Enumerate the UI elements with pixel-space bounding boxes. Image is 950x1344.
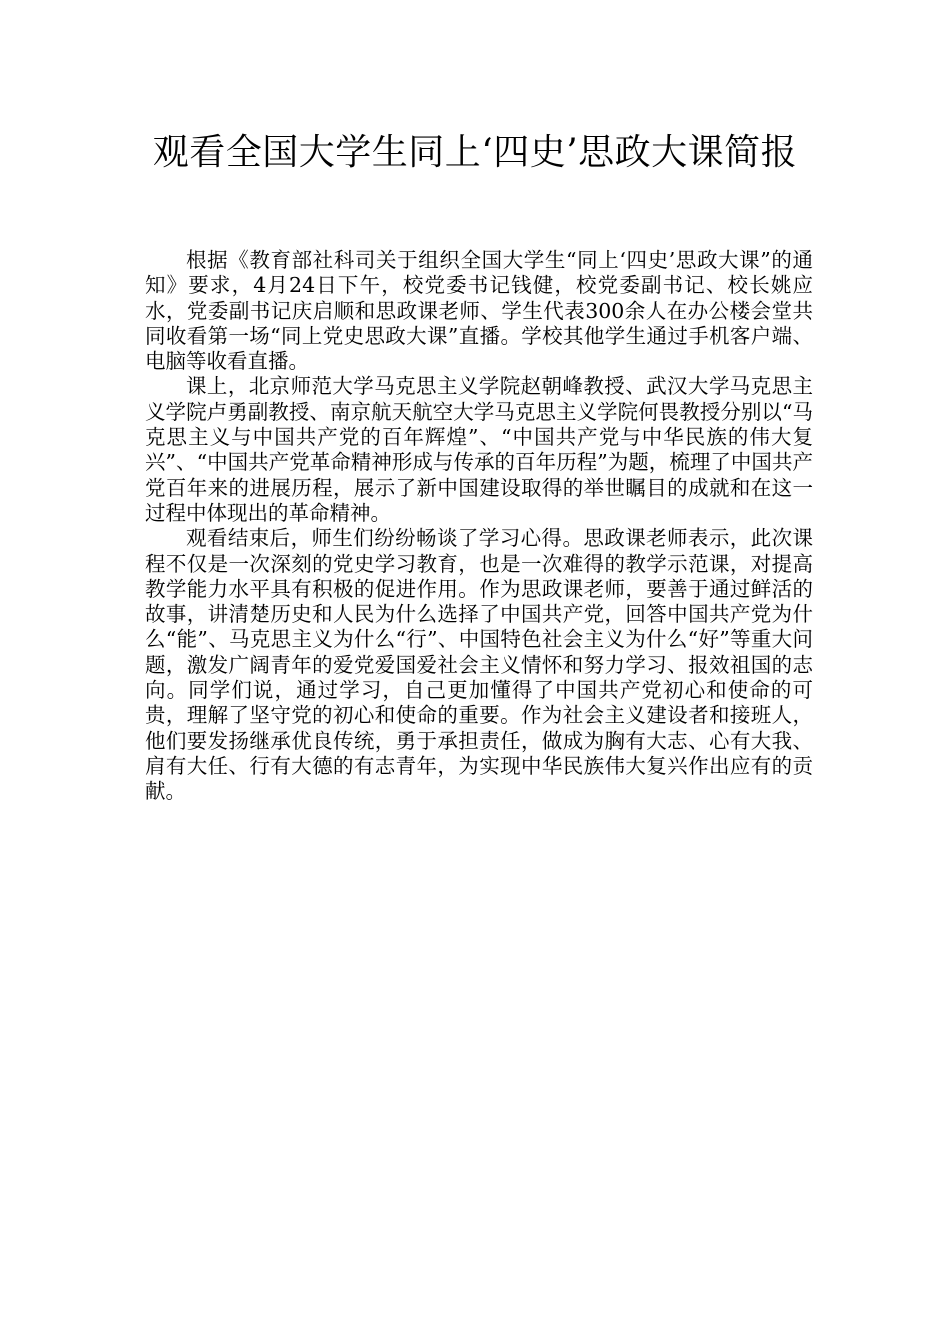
document-body bbox=[145, 248, 813, 805]
paragraph-1: 根据《教育部社科司关于组织全国大学生“同上‘四史’思政大课”的通知》要求，4月24日下午，校党委书记钱健，校党委副书记、校长姚应水，党委副书记庆启顺和思政课老师、学生代表300余人在办公楼会堂共同收看第一场“同上党史思政大课”直播。学校其他学生通过手机客户端、电脑等收看直播。 bbox=[145, 248, 813, 374]
paragraph-3: 观看结束后，师生们纷纷畅谈了学习心得。思政课老师表示，此次课程不仅是一次深刻的党史学习教育，也是一次难得的教学示范课，对提高教学能力水平具有积极的促进作用。作为思政课老师，要善于通过鲜活的故事，讲清楚历史和人民为什么选择了中国共产党，回答中国共产党为什么“能”、马克思主义为什么“行”、中国特色社会主义为什么“好”等重大问题，激发广阔青年的爱党爱国爱社会主义情怀和努力学习、报效祖国的志向。同学们说，通过学习，自己更加懂得了中国共产党初心和使命的可贵，理解了坚守党的初心和使命的重要。作为社会主义建设者和接班人，他们要发扬继承优良传统，勇于承担责任，做成为胸有大志、心有大我、肩有大任、行有大德的有志青年，为实现中华民族伟大复兴作出应有的贡献。 bbox=[145, 526, 813, 804]
paragraph-2: 课上，北京师范大学马克思主义学院赵朝峰教授、武汉大学马克思主义学院卢勇副教授、南京航天航空大学马克思主义学院何畏教授分别以“马克思主义与中国共产党的百年辉煌”、“中国共产党与中华民族的伟大复兴”、“中国共产党革命精神形成与传承的百年历程”为题，梳理了中国共产党百年来的进展历程，展示了新中国建设取得的举世瞩目的成就和在这一过程中体现出的革命精神。 bbox=[145, 374, 813, 525]
document-title: 观看全国大学生同上‘四史’思政大课简报 bbox=[152, 132, 798, 173]
